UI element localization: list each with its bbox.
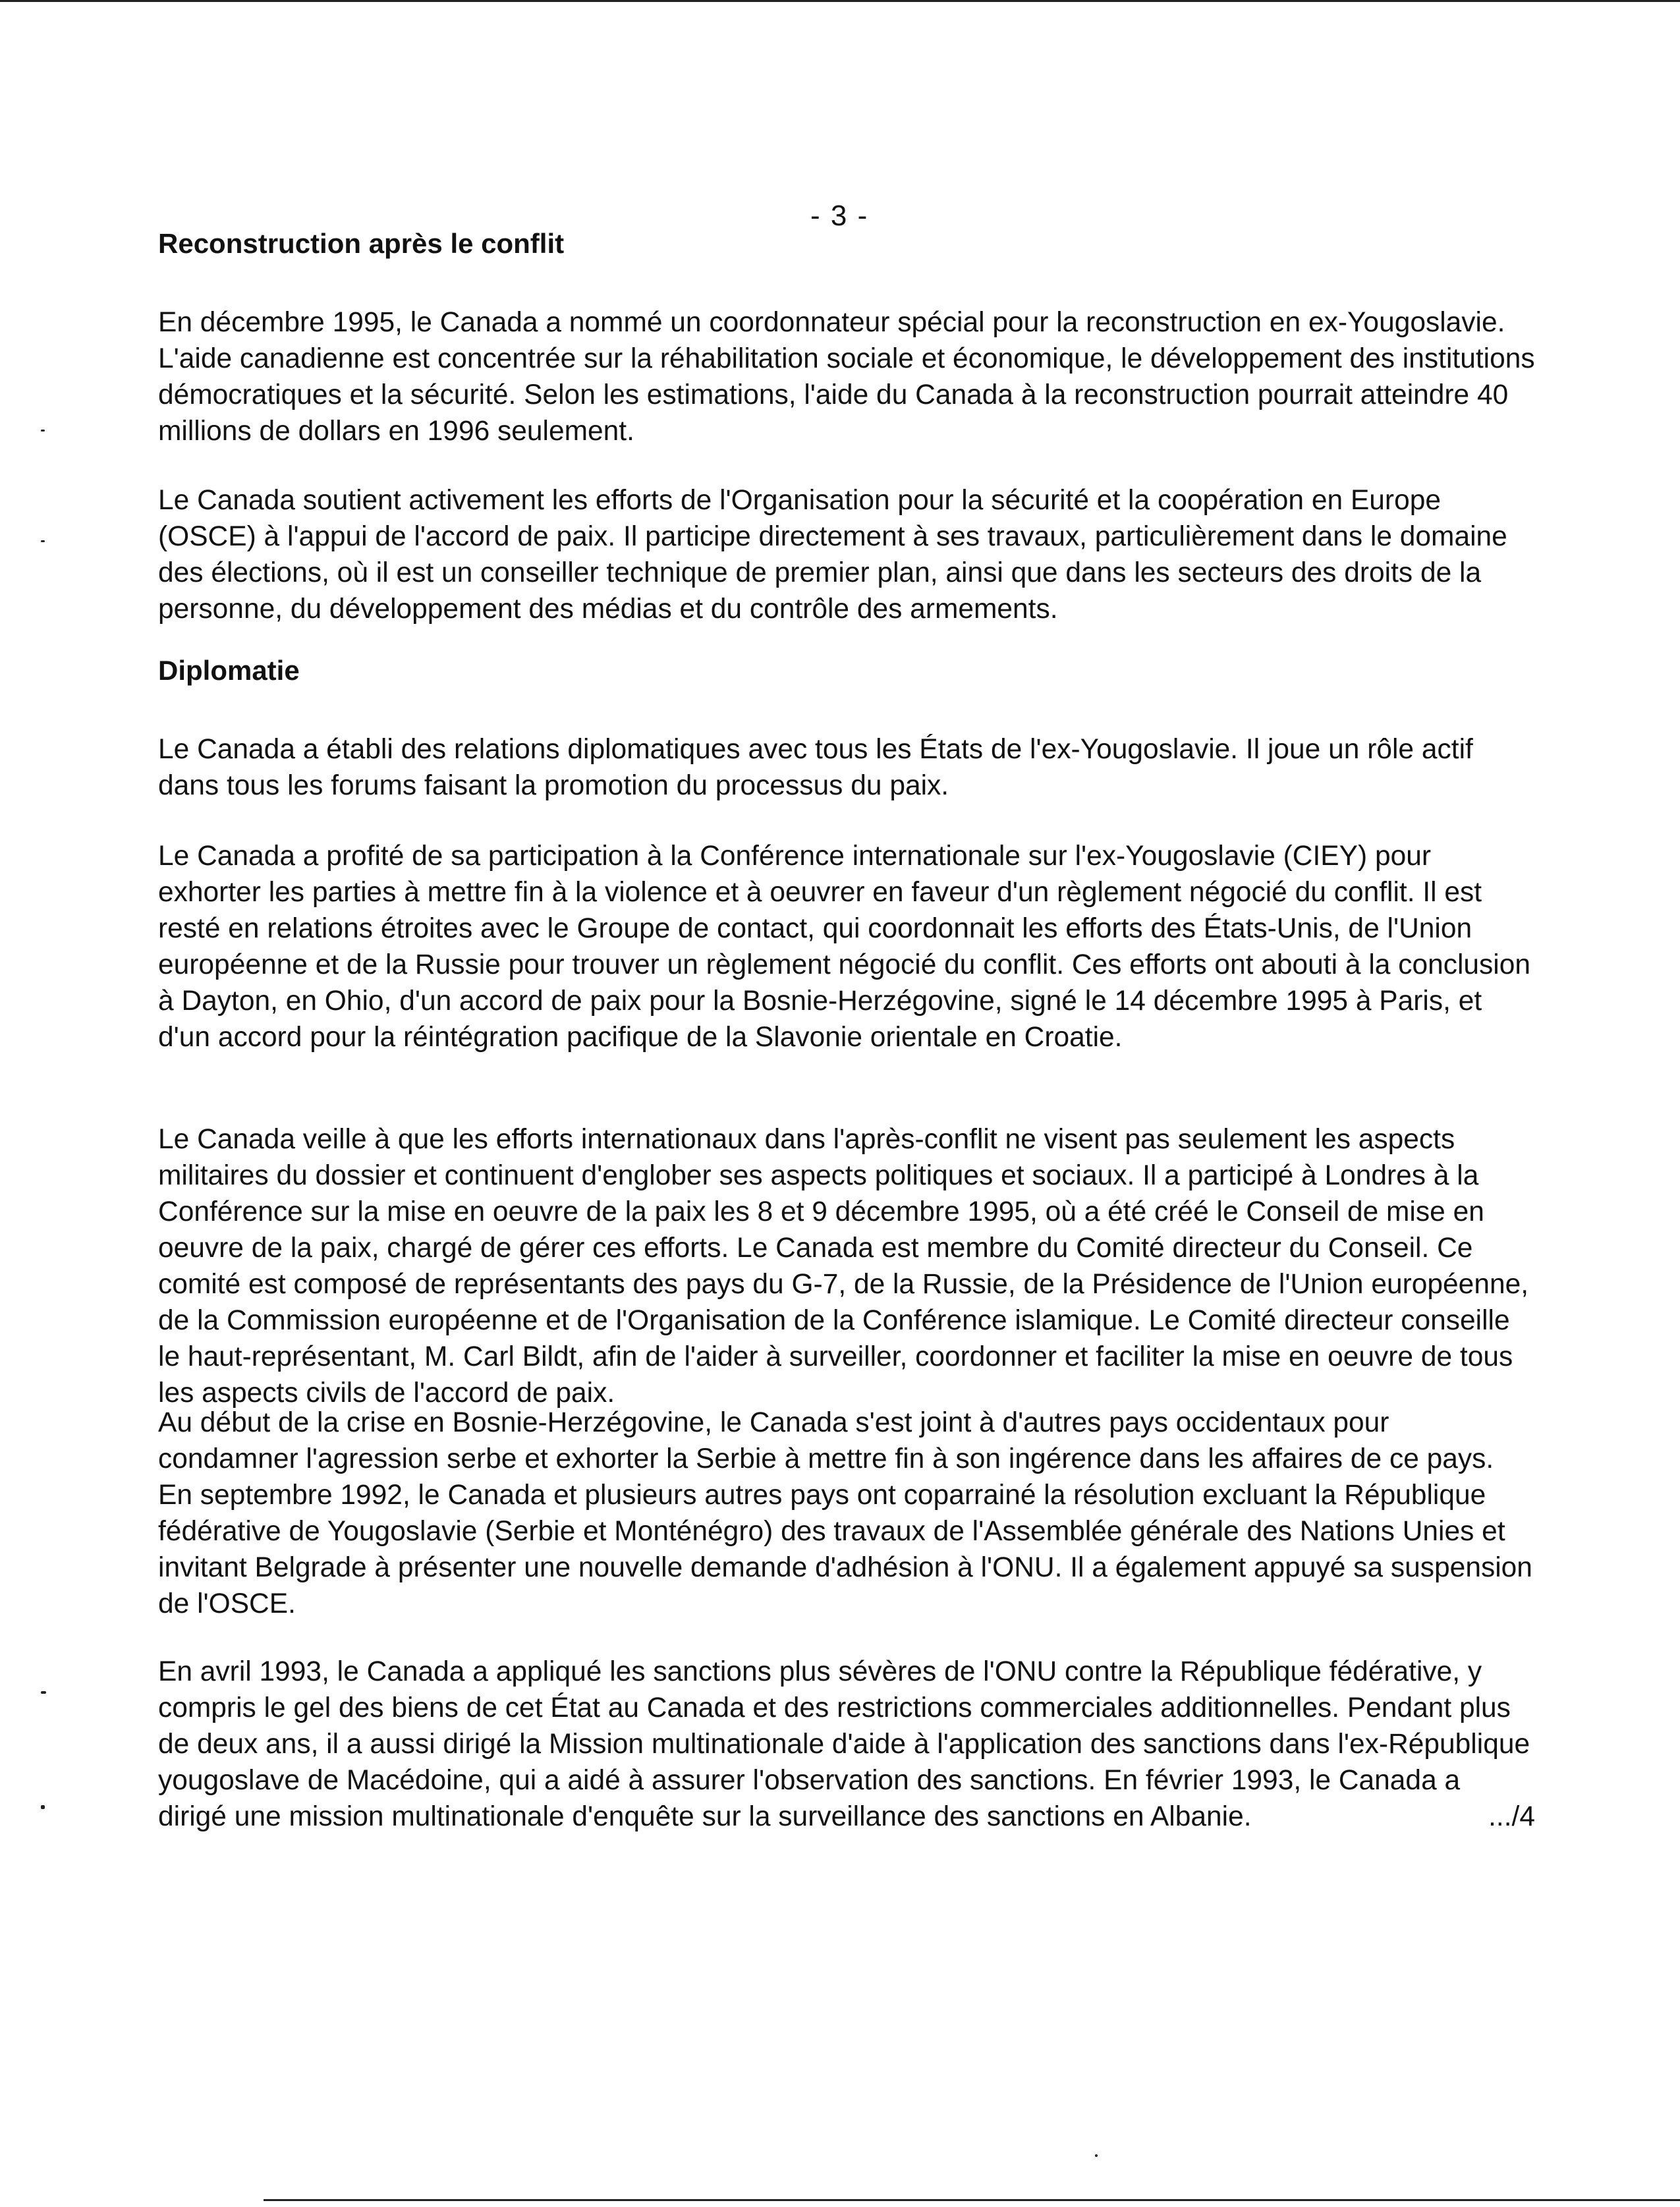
continuation-marker: .../4: [1488, 1801, 1535, 1832]
paragraph-diplomatie-3: Le Canada veille à que les efforts internationaux dans l'après-conflit ne visent pas seulement les aspects militaires du dossier et continuent d'englober ses aspects politiques et sociaux. Il a participé à Londres à la Conférence sur la mise en oeuvre de la paix les 8 et 9 décembre 1995, où a été créé le Conseil de mise en oeuvre de la paix, chargé de gérer ces efforts. Le Canada est membre du Comité directeur du Conseil. Ce comité est composé de représentants des pays du G-7, de la Russie, de la Présidence de l'Union européenne, de la Commission européenne et de l'Organisation de la Conférence islamique. Le Comité directeur conseille le haut-représentant, M. Carl Bildt, afin de l'aider à surveiller, coordonner et faciliter la mise en oeuvre de tous les aspects civils de l'accord de paix.: [158, 1124, 1529, 1409]
top-edge-rule: [0, 0, 1680, 2]
page-number: - 3 -: [810, 200, 869, 232]
paragraph-diplomatie-2: Le Canada a profité de sa participation à la Conférence internationale sur l'ex-Yougoslavie (CIEY) pour exhorter les parties à mettre fin à la violence et à oeuvrer en faveur d'un règlement négocié du conflit. Il est resté en relations étroites avec le Groupe de contact, qui coordonnait les efforts des États-Unis, de l'Union européenne et de la Russie pour trouver un règlement négocié du conflit. Ces efforts ont abouti à la conclusion à Dayton, en Ohio, d'un accord de paix pour la Bosnie-Herzégovine, signé le 14 décembre 1995 à Paris, et d'un accord pour la réintégration pacifique de la Slavonie orientale en Croatie.: [158, 841, 1531, 1053]
bottom-edge-rule: [264, 2199, 1680, 2201]
scan-speck: [41, 1691, 46, 1694]
scan-speck: [41, 430, 45, 432]
scan-speck: [41, 540, 45, 542]
section-heading-reconstruction: Reconstruction après le conflit: [158, 228, 565, 259]
paragraph-reconstruction-2: Le Canada soutient activement les efforts de l'Organisation pour la sécurité et la coopération en Europe (OSCE) à l'appui de l'accord de paix. Il participe directement à ses travaux, particulièrement dans le domaine des élections, où il est un conseiller technique de premier plan, ainsi que dans les secteurs des droits de la personne, du développement des médias et du contrôle des armements.: [158, 485, 1507, 625]
section-heading-diplomatie: Diplomatie: [158, 655, 300, 686]
scan-speck: [41, 1805, 45, 1809]
paragraph-diplomatie-4: Au début de la crise en Bosnie-Herzégovine, le Canada s'est joint à d'autres pays occidentaux pour condamner l'agression serbe et exhorter la Serbie à mettre fin à son ingérence dans les affaires de ce pays. En septembre 1992, le Canada et plusieurs autres pays ont coparrainé la résolution excluant la République fédérative de Yougoslavie (Serbie et Monténégro) des travaux de l'Assemblée générale des Nations Unies et invitant Belgrade à présenter une nouvelle demande d'adhésion à l'ONU. Il a également appuyé sa suspension de l'OSCE.: [158, 1407, 1532, 1619]
paragraph-diplomatie-5: En avril 1993, le Canada a appliqué les sanctions plus sévères de l'ONU contre la République fédérative, y compris le gel des biens de cet État au Canada et des restrictions commerciales additionnelles. Pendant plus de deux ans, il a aussi dirigé la Mission multinationale d'aide à l'application des sanctions dans l'ex-République yougoslave de Macédoine, qui a aidé à assurer l'observation des sanctions. En février 1993, le Canada a dirigé une mission multinationale d'enquête sur la surveillance des sanctions en Albanie.: [158, 1656, 1530, 1832]
paragraph-diplomatie-1: Le Canada a établi des relations diplomatiques avec tous les États de l'ex-Yougoslavie. Il joue un rôle actif dans tous les forums faisant la promotion du processus du paix.: [158, 734, 1473, 801]
paragraph-diplomatie-5-wrap: [158, 1654, 1535, 1835]
paragraph-reconstruction-1: En décembre 1995, le Canada a nommé un coordonnateur spécial pour la reconstruction en ex-Yougoslavie. L'aide canadienne est concentrée sur la réhabilitation sociale et économique, le développement des institutions démocratiques et la sécurité. Selon les estimations, l'aide du Canada à la reconstruction pourrait atteindre 40 millions de dollars en 1996 seulement.: [158, 307, 1535, 447]
scan-speck: [1095, 2154, 1098, 2157]
